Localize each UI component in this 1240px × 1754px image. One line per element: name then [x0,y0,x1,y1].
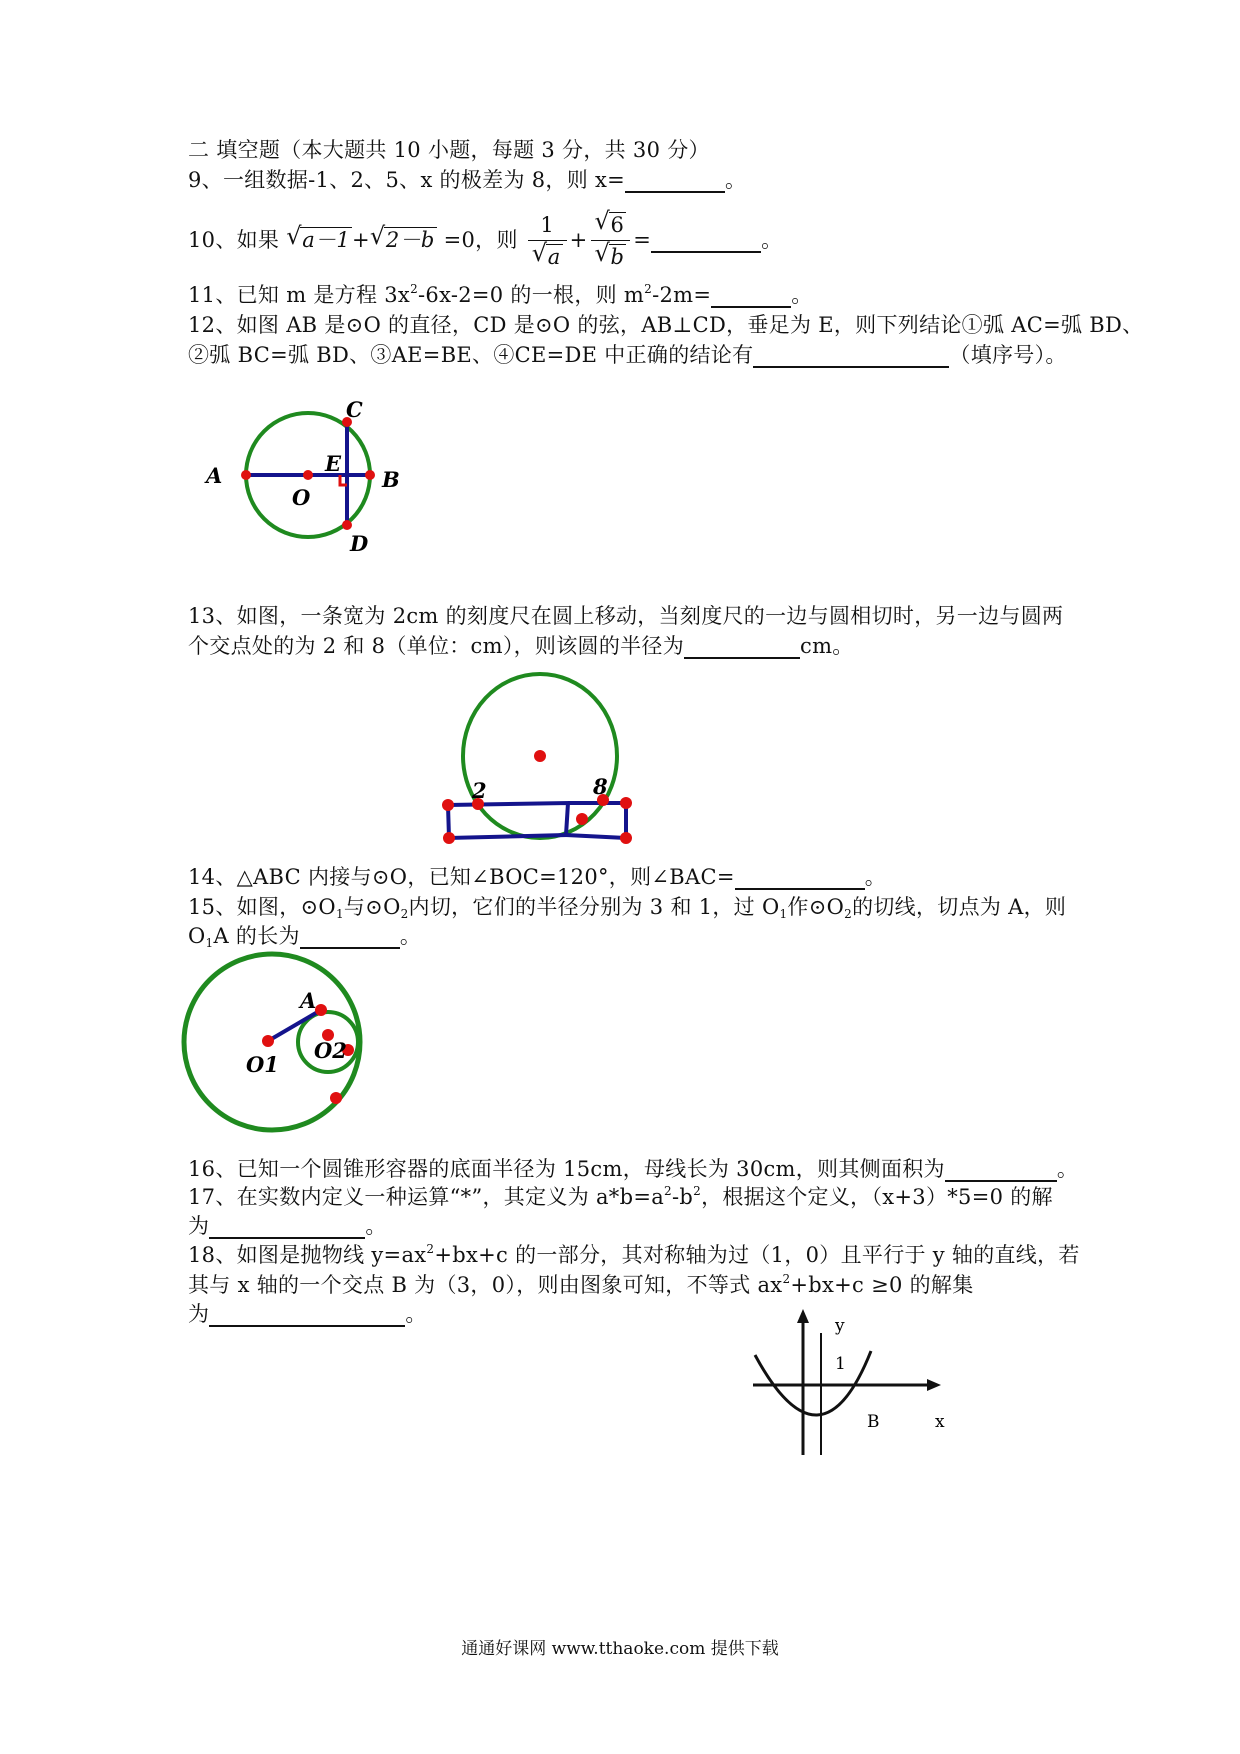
text: -b [671,1185,694,1209]
text: 18、如图是抛物线 y=ax [188,1243,427,1267]
ruler-corner-top-right [620,797,632,809]
answer-blank-18[interactable] [209,1303,405,1327]
point-on-circle [330,1092,342,1104]
answer-blank-12[interactable] [753,344,949,368]
question-11-part-c: -2m= [652,283,712,307]
text: 内切，它们的半径分别为 3 和 1，过 O [408,895,780,919]
question-13-line-1: 13、如图，一条宽为 2cm 的刻度尺在圆上移动，当刻度尺的一边与圆相切时，另一边与圆两 [188,604,1064,628]
question-17-line-2 [188,1212,387,1240]
label-o1: O1 [246,1052,279,1077]
point-o [303,470,313,480]
figure-12-circle-chord [190,395,420,565]
label-a: A [206,463,223,488]
text: 为 [188,1302,210,1326]
question-18-line-3 [188,1300,427,1328]
point-a [315,1004,327,1016]
text: 15、如图，⊙O [188,895,336,919]
superscript: 2 [410,282,419,296]
point-o1 [262,1035,274,1047]
question-16-text: 16、已知一个圆锥形容器的底面半径为 15cm，母线长为 30cm，则其侧面积为 [188,1157,945,1181]
label-e: E [325,451,342,476]
label-o2: O2 [314,1038,347,1063]
question-11 [188,281,813,309]
answer-blank-11[interactable] [711,284,791,308]
subscript: 2 [844,907,853,921]
text: +bx+c 的一部分，其对称轴为过（1，0）且平行于 y 轴的直线，若 [434,1243,1080,1267]
figure-18-parabola [745,1305,975,1465]
question-18-line-1 [188,1241,1080,1269]
point-d [342,520,352,530]
question-14-text: 14、△ABC 内接与⊙O，已知∠BOC=120°，则∠BAC= [188,865,735,889]
question-18-end: 。 [405,1302,427,1326]
text: +bx+c ≥0 的解集 [790,1273,974,1297]
superscript: 2 [426,1242,435,1256]
label-b: B [867,1412,880,1432]
question-10 [188,207,783,271]
question-10-mid: =0，则 [443,228,518,252]
text: 17、在实数内定义一种运算“*”，其定义为 a*b=a [188,1185,665,1209]
y-axis-arrow-icon [797,1309,809,1323]
page-footer: 通通好课网 www.tthaoke.com 提供下载 [461,1639,779,1659]
label-c: C [346,397,363,422]
question-15-end: 。 [399,924,422,948]
subscript: 1 [205,936,214,950]
plus-sign-2: + [569,228,588,252]
question-14 [188,863,886,891]
point-b [365,470,375,480]
question-17-line-1 [188,1183,1053,1211]
tangent-point [576,813,588,825]
question-9-end: 。 [725,168,747,192]
superscript: 2 [644,282,653,296]
answer-blank-16[interactable] [945,1158,1057,1182]
text: O [188,924,206,948]
segment-o1-a [268,1010,321,1041]
superscript: 2 [693,1184,702,1198]
question-12-line-1: 12、如图 AB 是⊙O 的直径，CD 是⊙O 的弦，AB⊥CD，垂足为 E，则下列结论①弧 AC=弧 BD、 [188,313,1144,337]
subscript: 1 [779,907,788,921]
plus-sign: + [352,228,370,252]
question-13-end: cm。 [800,634,854,658]
x-axis-arrow-icon [927,1379,941,1391]
parabola-curve [755,1351,871,1415]
ruler-corner-bottom-right [620,832,632,844]
answer-blank-13[interactable] [684,635,800,659]
question-13-line-2 [188,632,854,660]
question-18-line-2 [188,1271,974,1299]
question-11-part-a: 11、已知 m 是方程 3x [188,283,411,307]
figure-15-internal-tangent-circles [180,950,420,1140]
answer-blank-15[interactable] [300,925,400,949]
question-16-end: 。 [1056,1157,1079,1181]
question-9 [188,166,746,194]
figure-13-ruler-circle [420,660,660,860]
question-9-text: 9、一组数据-1、2、5、x 的极差为 8，则 x= [188,168,626,192]
text: ，根据这个定义，（x+3）*5=0 的解 [701,1185,1053,1209]
label-d: D [350,531,369,556]
question-15-line-2 [188,922,421,950]
text: 作⊙O [787,895,845,919]
circle-center-point [534,750,546,762]
question-14-end: 。 [864,865,887,889]
label-8: 8 [593,774,608,799]
ruler-corner-bottom-left [443,832,455,844]
text: 其与 x 轴的一个交点 B 为（3，0），则由图象可知，不等式 ax [188,1273,783,1297]
question-12-end: （填序号）。 [949,343,1067,367]
ruler-corner-top-left [442,799,454,811]
equals-sign: = [633,228,652,252]
ruler-bottom-edge [566,835,626,838]
label-a: A [300,988,317,1013]
question-10-lead: 10、如果 [188,228,280,252]
question-12-line-2 [188,341,1067,369]
question-10-end: 。 [761,228,783,252]
fraction-sqrt6-over-sqrt-b: √ 6 √ b [591,212,631,271]
question-15-line-1 [188,893,1066,921]
answer-blank-14[interactable] [735,866,865,890]
text: A 的长为 [213,924,300,948]
label-o: O [292,485,311,510]
text: 为 [188,1214,210,1238]
question-13-text: 个交点处的为 2 和 8（单位：cm），则该圆的半径为 [188,634,685,658]
label-1: 1 [835,1354,846,1374]
text: 与⊙O [343,895,401,919]
section-title: 二 填空题（本大题共 10 小题，每题 3 分，共 30 分） [188,138,710,162]
subscript: 1 [335,907,344,921]
text: 的切线，切点为 A，则 [852,895,1067,919]
label-b: B [382,467,400,492]
answer-blank-10[interactable] [651,229,761,253]
sqrt-2-minus-b: √ 2－b [369,222,435,252]
question-16 [188,1155,1078,1183]
label-2: 2 [472,778,487,803]
fraction-1-over-sqrt-a: 1 √ a [528,212,567,271]
question-11-part-b: -6x-2=0 的一根，则 m [418,283,645,307]
point-a [241,470,251,480]
question-17-end: 。 [365,1214,387,1238]
answer-blank-9[interactable] [625,169,725,193]
superscript: 2 [664,1184,672,1198]
question-11-end: 。 [791,283,813,307]
label-x: x [935,1412,945,1432]
sqrt-a-minus-1: √ a－1 [286,222,350,252]
answer-blank-17[interactable] [209,1215,365,1239]
superscript: 2 [782,1272,791,1286]
question-12-text: ②弧 BC=弧 BD、③AE=BE、④CE=DE 中正确的结论有 [188,343,754,367]
label-y: y [835,1316,845,1336]
subscript: 2 [400,907,409,921]
